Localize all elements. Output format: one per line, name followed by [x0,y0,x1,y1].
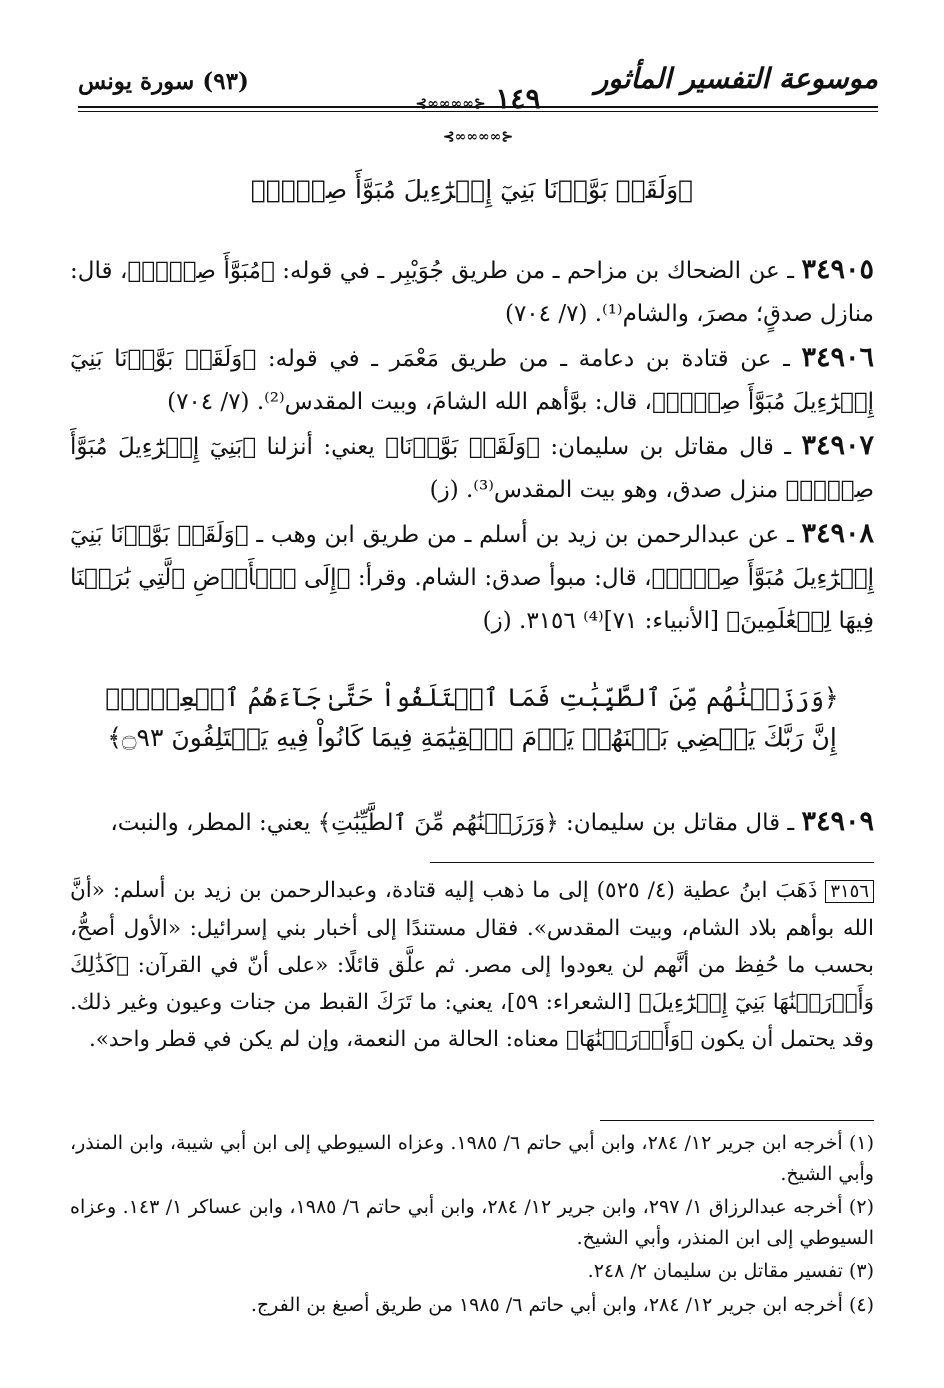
header-page-number-block [388,82,568,148]
narration-34905 [70,248,874,336]
narration-number: ٣٤٩٠٦ [801,342,874,373]
narration-34907 [70,424,874,512]
narration-number: ٣٤٩٠٥ [801,254,874,285]
footnote-separator [600,1120,874,1121]
header-verse-ref: (٩٣) [202,68,249,95]
footnote-1: (١) أخرجه ابن جرير ١٢/ ٢٨٤، وابن أبي حاتم ٦/ ١٩٨٥. وعزاه السيوطي إلى ابن أبي شيبة، وابن المنذر، وأبي الشيخ. [70,1132,874,1185]
quran-verse-heading: ﴿وَلَقَدۡ بَوَّأۡنَا بَنِيٓ إِسۡرَٰٓءِيلَ مُبَوَّأَ صِدۡقٖ﴾ [250,175,694,204]
narration-text: ـ قال مقاتل بن سليمان: ﴿وَلَقَدۡ بَوَّأۡنَا﴾ يعني: أنزلنا ﴿بَنِيٓ إِسۡرَٰٓءِيلَ مُبَوَّأَ صِدۡقٖ﴾ منزل صدق، وهو بيت المقدس⁽³⁾. (ز) [70,434,874,503]
narration-34909 [70,800,874,845]
narration-number: ٣٤٩٠٧ [801,430,874,461]
note-number-box: ٣١٥٦ [825,880,874,903]
narration-34908 [70,512,874,643]
verse-line-1: ﴿وَرَزَقۡنَٰهُم مِّنَ ٱلطَّيِّبَٰتِ فَمَا ٱخۡتَلَفُواْ حَتَّىٰ جَآءَهُمُ ٱلۡعِلۡمُۚ [105,683,839,712]
verse-line-2: إِنَّ رَبَّكَ يَقۡضِي بَيۡنَهُمۡ يَوۡمَ ٱلۡقِيَٰمَةِ فِيمَا كَانُواْ فِيهِ يَخۡتَلِفُونَ ۝٩٣﴾ [107,723,837,752]
narration-text: ـ عن عبدالرحمن بن زيد بن أسلم ـ من طريق ابن وهب ـ ﴿وَلَقَدۡ بَوَّأۡنَا بَنِيٓ إِسۡرَٰٓءِيلَ مُبَوَّأَ صِدۡقٖ﴾، قال: مبوأ صدق: الشام. وقرأ: ﴿إِلَى ٱلۡأَرۡضِ ٱلَّتِي بَٰرَكۡنَا فِيهَا لِلۡعَٰلَمِينَ﴾ [الأنبياء: ٧١]⁽⁴⁾ ٣١٥٦. (ز) [70,522,874,634]
ornament-left-icon: ⊰∞∞∞∞⊱ [415,96,486,112]
note-separator [430,862,874,863]
narration-number: ٣٤٩٠٩ [801,806,874,837]
footnote-2: (٢) أخرجه عبدالرزاق ١/ ٢٩٧، وابن جرير ١٢/ ٢٨٤، وابن أبي حاتم ٦/ ١٩٨٥، وابن عساكر ١/ ١٤٣. وعزاه السيوطي إلى ابن المنذر، وأبي الشيخ. [70,1196,874,1249]
editor-note-3156 [70,872,874,1058]
narration-34906 [70,336,874,424]
narration-text: ـ عن قتادة بن دعامة ـ من طريق مَعْمَر ـ في قوله: ﴿وَلَقَدۡ بَوَّأۡنَا بَنِيٓ إِسۡرَٰٓءِيلَ مُبَوَّأَ صِدۡقٖ﴾، قال: بوَّأهم الله الشامَ، وبيت المقدس⁽²⁾. (٧/ ٧٠٤) [70,346,874,415]
footnote-4: (٤) أخرجه ابن جرير ١٢/ ٢٨٤، وابن أبي حاتم ٦/ ١٩٨٥ من طريق أصبغ بن الفرج. [250,1294,874,1316]
header-book-title: موسوعة التفسير المأثور [594,62,878,95]
header-surah-label: سورة يونس [78,68,195,95]
running-header [78,58,878,145]
header-rule [78,106,878,108]
note-text: ذَهَبَ ابنُ عطية (٤/ ٥٢٥) إلى ما ذهب إليه قتادة، وعبدالرحمن بن زيد بن أسلم: «أنَّ الله بوأهم بلاد الشام، وبيت المقدس». فقال مستندًا إلى أخبار بني إسرائيل: «الأول أصحُّ، بحسب ما حُفِظ من أنَّهم لن يعودوا إلى مصر. ثم علَّق قائلًا: «على أنّ في القرآن: ﴿كَذَٰلِكَ وَأَوۡرَثۡنَٰهَا بَنِيٓ إِسۡرَٰٓءِيلَ﴾ [الشعراء: ٥٩]، يعني: ما تَرَكَ القبط من جنات وعيون وغير ذلك. وقد يحتمل أن يكون ﴿وَأَوۡرَثۡنَٰهَا﴾ معناه: الحالة من النعمة، وإن لم يكن في قطر واحد». [70,878,874,1052]
footnote-3: (٣) تفسير مقاتل بن سليمان ٢/ ٢٤٨. [587,1260,874,1282]
narration-text: ـ عن الضحاك بن مزاحم ـ من طريق جُوَيْبِر ـ في قوله: ﴿مُبَوَّأَ صِدۡقٖ﴾، قال: منازل صدقٍ؛ مصرَ، والشام⁽¹⁾. (٧/ ٧٠٤) [70,258,874,327]
header-rule-thin [78,111,878,112]
header-page-number: ١٤٩ [495,82,541,115]
header-surah [78,68,249,95]
ornament-right-icon: ⊰∞∞∞∞⊱ [442,129,514,145]
quran-verse-heading-2 [70,678,874,758]
narration-number: ٣٤٩٠٨ [801,518,874,549]
narration-text: ـ قال مقاتل بن سليمان: ﴿وَرَزَقۡنَٰهُم مِّنَ ٱلطَّيِّبَٰتِ﴾ يعني: المطر، والنبت، [110,810,802,836]
